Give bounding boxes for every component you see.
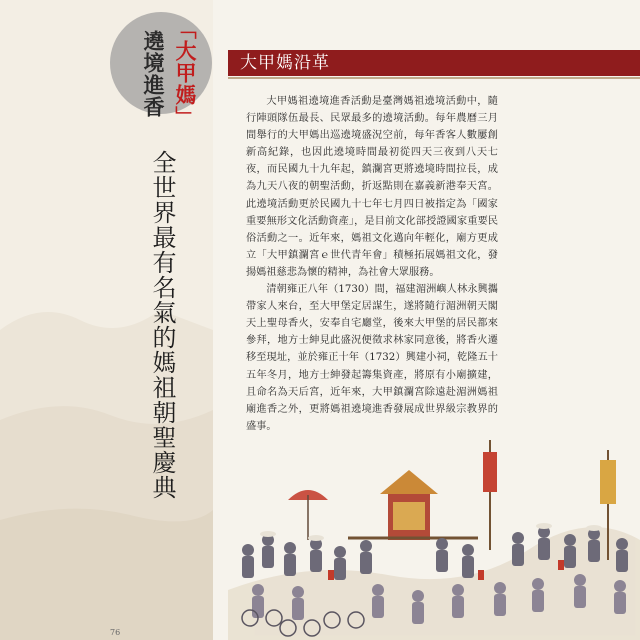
paragraph-2: 清朝雍正八年（1730）間，福建湄洲嶼人林永興攜帶家人來台，至大甲堡定居謀生，遂將隨行湄洲朝天閣天上聖母香火，安奉自宅廳堂，後來大甲堡的居民都來參拜，地方士紳見此盛況便徵求林家同意後，將香火遷移至現址，並於雍正十年（1732）興建小祠，乾隆五十五年冬月，地方士紳發起籌集資產，將原有小廟擴建，且命名為天后宮，近年來，大甲鎮瀾宮除遠赴湄洲媽祖廟進香之外，更將媽祖遶境進香發展成世界級宗教界的盛事。: [246, 284, 498, 432]
section-divider: [228, 77, 640, 79]
badge-title-red: 「大甲媽」: [173, 18, 198, 128]
section-title: 大甲媽沿革: [240, 53, 330, 73]
procession-illustration: [228, 440, 640, 640]
badge-title-black: 遶境進香: [141, 30, 166, 118]
paragraph-1: 大甲媽祖遶境進香活動是臺灣媽祖遶境活動中，隨行陣頭隊伍最長、民眾最多的遶境活動。每年農曆三月間舉行的大甲媽出巡遶境盛況空前，每年香客人數屢創新高紀錄，也因此遶境時間最初從四天三夜到八天七夜，而民國九十九年起，鎮瀾宮更將遶境時間拉長，成為九天八夜的朝聖活動，折返點則在嘉義新港奉天宮。此遶境活動更於民國九十七年七月四日被指定為「國家重要無形文化活動資產」，是目前文化部授證國家重要民俗活動之一。近年來，媽祖文化邁向年輕化，廟方更成立「大甲鎮瀾宮ｅ世代青年會」積極拓展媽祖文化，發揚媽祖慈悲為懷的精神，為社會大眾服務。: [246, 96, 498, 278]
page-number: 76: [110, 628, 121, 637]
article-body: [246, 93, 498, 435]
vertical-subtitle: 全世界最有名氣的媽祖朝聖慶典: [148, 150, 176, 500]
